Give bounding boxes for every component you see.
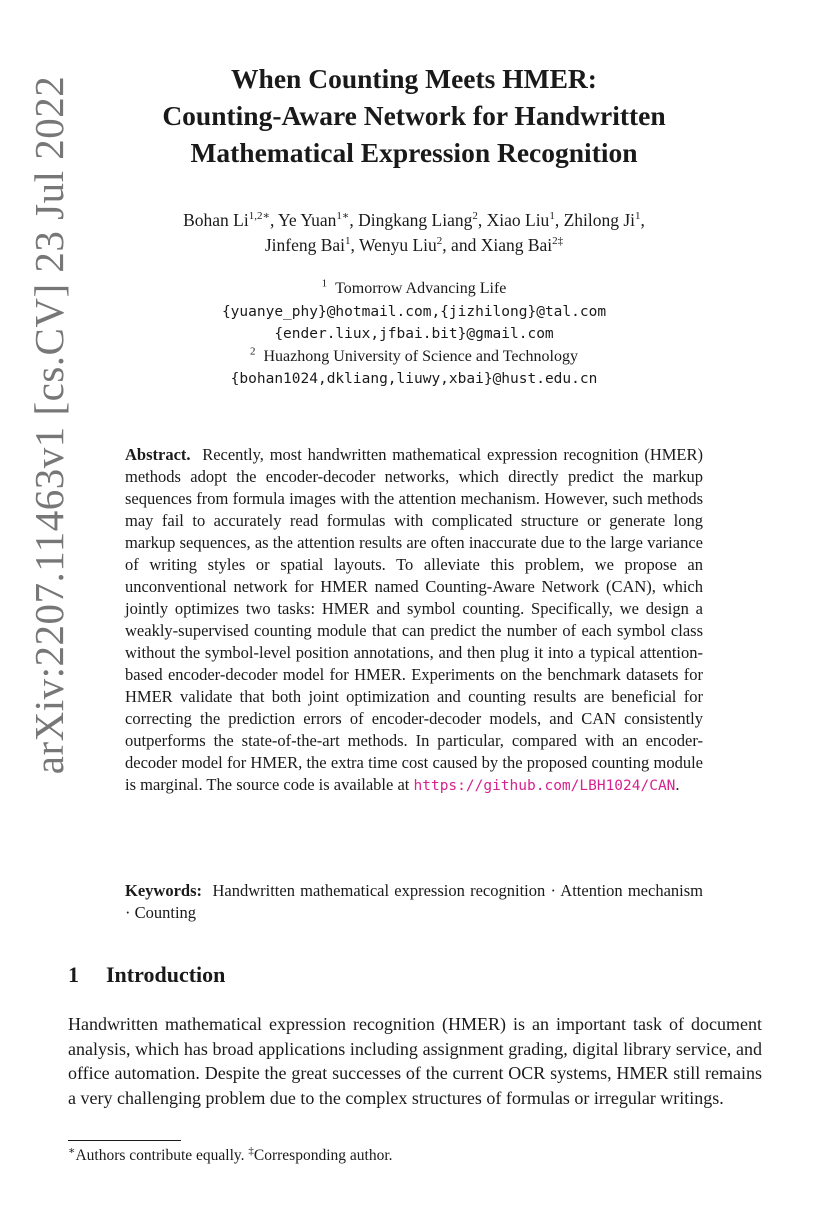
affiliation-email: {bohan1024,dkliang,liuwy,xbai}@hust.edu.cn xyxy=(230,371,598,387)
affiliation-1 xyxy=(100,278,728,301)
author-separator: , xyxy=(350,235,359,255)
section-heading xyxy=(68,962,225,988)
section-number: 1 xyxy=(68,962,79,987)
arxiv-identifier-stamp xyxy=(20,75,78,775)
abstract-label: Abstract. xyxy=(125,445,191,464)
affiliation-name: Huazhong University of Science and Technology xyxy=(263,347,578,365)
author-separator: , xyxy=(554,210,564,230)
keywords-label: Keywords: xyxy=(125,881,202,900)
abstract-end: . xyxy=(675,775,680,794)
footnote-mark: ∗ xyxy=(68,1144,76,1157)
author-affiliation-mark: 1∗ xyxy=(336,210,350,223)
affiliation-name: Tomorrow Advancing Life xyxy=(335,280,507,297)
author-line xyxy=(100,233,728,258)
footnote-text: Corresponding author. xyxy=(253,1147,393,1164)
author-name: Wenyu Liu xyxy=(358,235,437,255)
abstract xyxy=(125,444,703,797)
author-affiliation-mark: 1 xyxy=(549,210,555,223)
author-separator: , xyxy=(269,210,279,230)
arxiv-identifier-text: arXiv:2207.11463v1 [cs.CV] 23 Jul 2022 xyxy=(26,75,73,775)
author-affiliation-mark: 2 xyxy=(436,235,443,248)
affiliation-number: 2 xyxy=(250,345,256,358)
section-title: Introduction xyxy=(106,962,226,987)
paper-title xyxy=(100,60,728,171)
author-separator: , and xyxy=(442,235,481,255)
title-line: Mathematical Expression Recognition xyxy=(190,137,638,168)
title-line: Counting-Aware Network for Handwritten xyxy=(162,100,666,131)
author-affiliation-mark: 2‡ xyxy=(552,235,564,248)
footnote-rule xyxy=(68,1140,181,1141)
author-affiliation-mark: 1 xyxy=(345,235,351,248)
author-name: Bohan Li xyxy=(183,210,249,230)
author-name: Xiang Bai xyxy=(480,235,553,255)
affiliation-email: {ender.liux,jfbai.bit}@gmail.com xyxy=(274,326,554,342)
author-line xyxy=(100,208,728,233)
author-name: Xiao Liu xyxy=(486,210,550,230)
author-name: Ye Yuan xyxy=(278,210,337,230)
affiliations xyxy=(100,278,728,391)
introduction-paragraph: Handwritten mathematical expression recognition (HMER) is an important task of document analysis, which has broad applications including assignment grading, digital library service, and office automation. Despite the great successes of the current OCR systems, HMER still remains a very challenging problem due to the complex structures of formulas or irregular writings. xyxy=(68,1014,762,1108)
author-name: Dingkang Liang xyxy=(358,210,473,230)
keywords xyxy=(125,880,703,924)
abstract-text: Recently, most handwritten mathematical expression recognition (HMER) methods adopt the encoder-decoder networks, which directly predict the markup sequences from formula images with the attention mechanism. However, such methods may fail to accurately read formulas with complicated structure or generate long markup sequences, as the attention results are often inaccurate due to the large variance of writing styles or spatial layouts. To alleviate this problem, we propose an unconventional network for HMER named Counting-Aware Network (CAN), which jointly optimizes two tasks: HMER and symbol counting. Specifically, we design a weakly-supervised counting module that can predict the number of each symbol class without the symbol-level position annotations, and then plug it into a typical attention-based encoder-decoder model for HMER. Experiments on the benchmark datasets for HMER validate that both joint optimization and counting results are beneficial for correcting the prediction errors of encoder-decoder models, and CAN consistently outperforms the state-of-the-art methods. In particular, compared with an encoder-decoder model for HMER, the extra time cost caused by the proposed counting module is marginal. The source code is available at xyxy=(125,445,703,794)
title-line: When Counting Meets HMER: xyxy=(231,63,597,94)
author-separator: , xyxy=(477,210,487,230)
author-affiliation-mark: 1 xyxy=(635,210,641,223)
keywords-text: Handwritten mathematical expression recognition · Attention mechanism · Counting xyxy=(125,881,703,922)
affiliation-number: 1 xyxy=(321,277,328,290)
author-affiliation-mark: 2 xyxy=(472,210,478,223)
author-separator: , xyxy=(640,210,645,230)
affiliation-2 xyxy=(100,346,728,369)
author-separator: , xyxy=(349,210,359,230)
footnote-mark: ‡ xyxy=(248,1144,254,1157)
author-name: Zhilong Ji xyxy=(563,210,636,230)
author-list xyxy=(100,208,728,258)
footnote-text: Authors contribute equally. xyxy=(75,1147,249,1164)
source-code-link[interactable]: https://github.com/LBH1024/CAN xyxy=(413,778,676,794)
author-affiliation-mark: 1,2∗ xyxy=(248,210,270,223)
footnote xyxy=(68,1146,393,1166)
author-name: Jinfeng Bai xyxy=(264,235,346,255)
affiliation-email: {yuanye_phy}@hotmail.com,{jizhilong}@tal.com xyxy=(221,303,607,320)
